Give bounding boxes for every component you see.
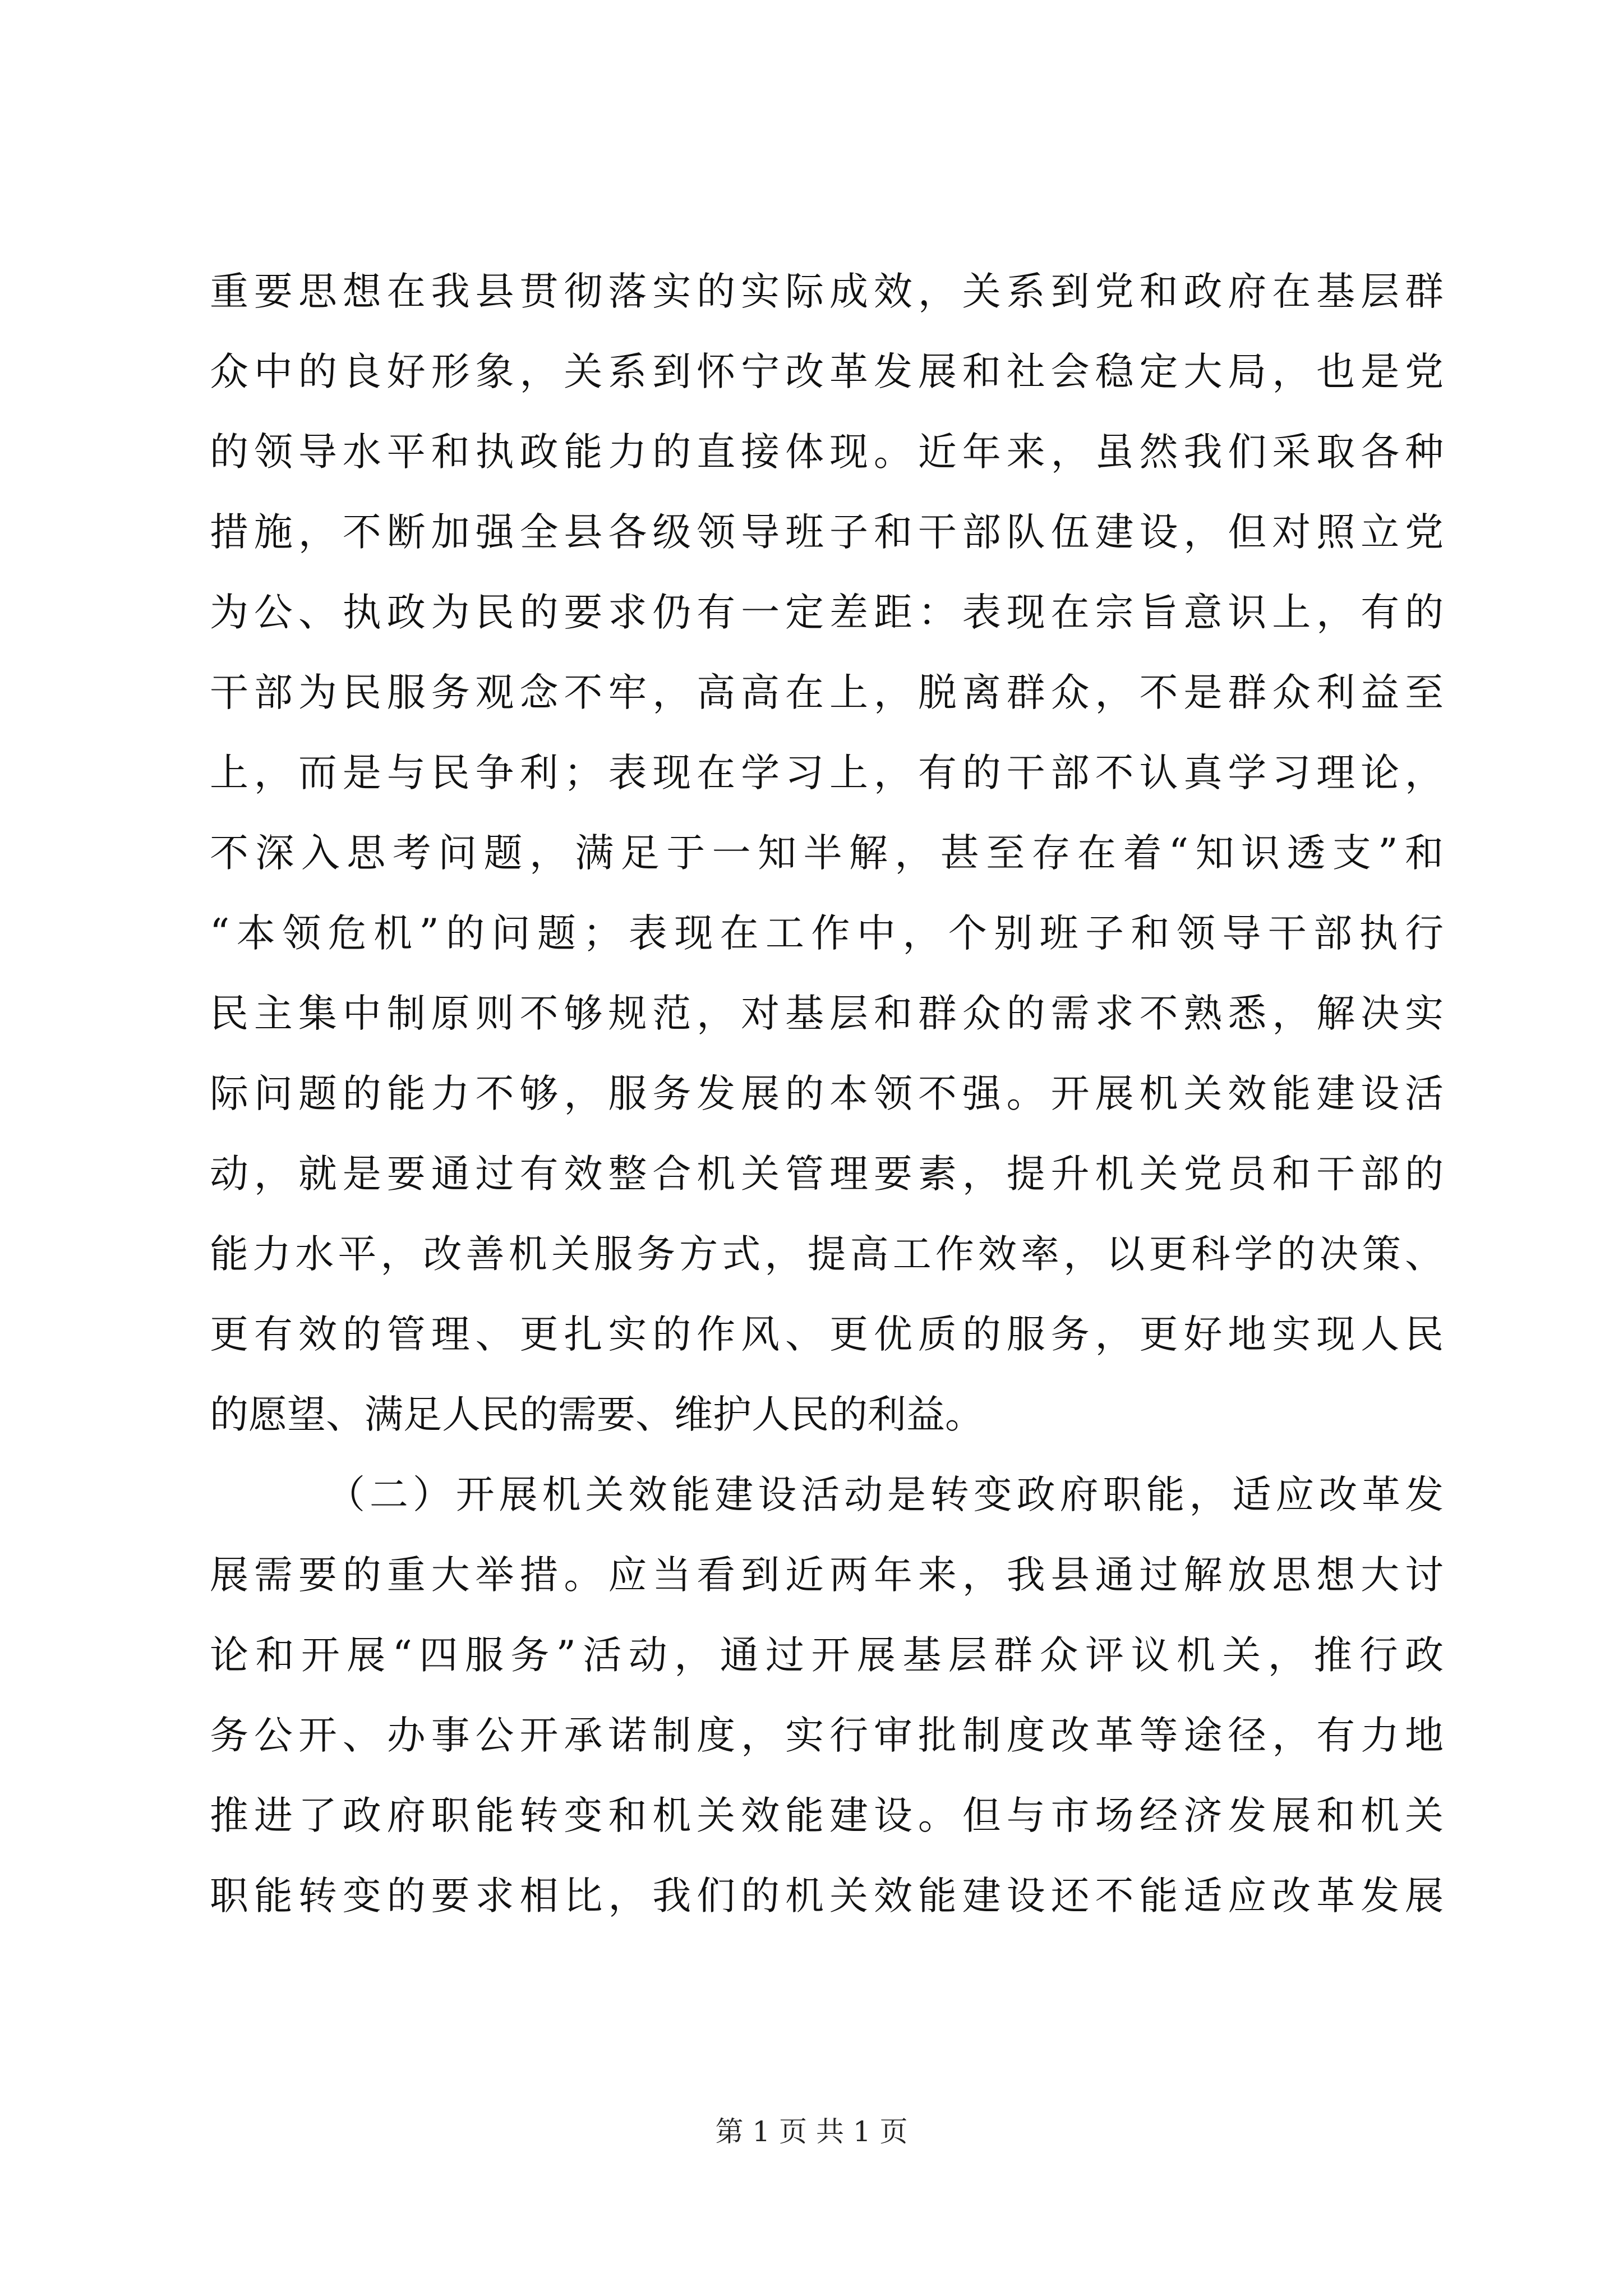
text-line: 能力水平，改善机关服务方式，提高工作效率，以更科学的决策、	[210, 1232, 1444, 1277]
paragraph-end-line: 的愿望、满足人民的需要、维护人民的利益。	[210, 1392, 984, 1437]
text-line: 职能转变的要求相比，我们的机关效能建设还不能适应改革发展	[210, 1874, 1444, 1918]
text-line: 不深入思考问题，满足于一知半解，甚至存在着“知识透支”和	[210, 831, 1444, 876]
text-line: 重要思想在我县贯彻落实的实际成效，关系到党和政府在基层群	[210, 269, 1444, 314]
text-line: 为公、执政为民的要求仍有一定差距：表现在宗旨意识上，有的	[210, 590, 1444, 635]
text-line: 论和开展“四服务”活动，通过开展基层群众评议机关，推行政	[210, 1633, 1444, 1678]
text-line: 更有效的管理、更扎实的作风、更优质的服务，更好地实现人民	[210, 1312, 1444, 1357]
text-line: 干部为民服务观念不牢，高高在上，脱离群众，不是群众利益至	[210, 670, 1444, 715]
text-line: “本领危机”的问题；表现在工作中，个别班子和领导干部执行	[210, 911, 1444, 956]
text-line: 动，就是要通过有效整合机关管理要素，提升机关党员和干部的	[210, 1152, 1444, 1197]
page-number-footer: 第 1 页 共 1 页	[715, 2115, 908, 2148]
section-heading-line: （二）开展机关效能建设活动是转变政府职能，适应改革发	[326, 1473, 1444, 1517]
body-text	[210, 264, 1444, 1948]
text-line: 众中的良好形象，关系到怀宁改革发展和社会稳定大局，也是党	[210, 349, 1444, 394]
text-line: 推进了政府职能转变和机关效能建设。但与市场经济发展和机关	[210, 1793, 1444, 1838]
text-line: 民主集中制原则不够规范，对基层和群众的需求不熟悉，解决实	[210, 991, 1444, 1036]
text-line: 务公开、办事公开承诺制度，实行审批制度改革等途径，有力地	[210, 1713, 1444, 1758]
text-line: 上，而是与民争利；表现在学习上，有的干部不认真学习理论，	[210, 751, 1444, 795]
text-line: 措施，不断加强全县各级领导班子和干部队伍建设，但对照立党	[210, 510, 1444, 555]
text-line: 的领导水平和执政能力的直接体现。近年来，虽然我们采取各种	[210, 430, 1444, 475]
text-line: 展需要的重大举措。应当看到近两年来，我县通过解放思想大讨	[210, 1553, 1444, 1598]
text-line: 际问题的能力不够，服务发展的本领不强。开展机关效能建设活	[210, 1071, 1444, 1116]
